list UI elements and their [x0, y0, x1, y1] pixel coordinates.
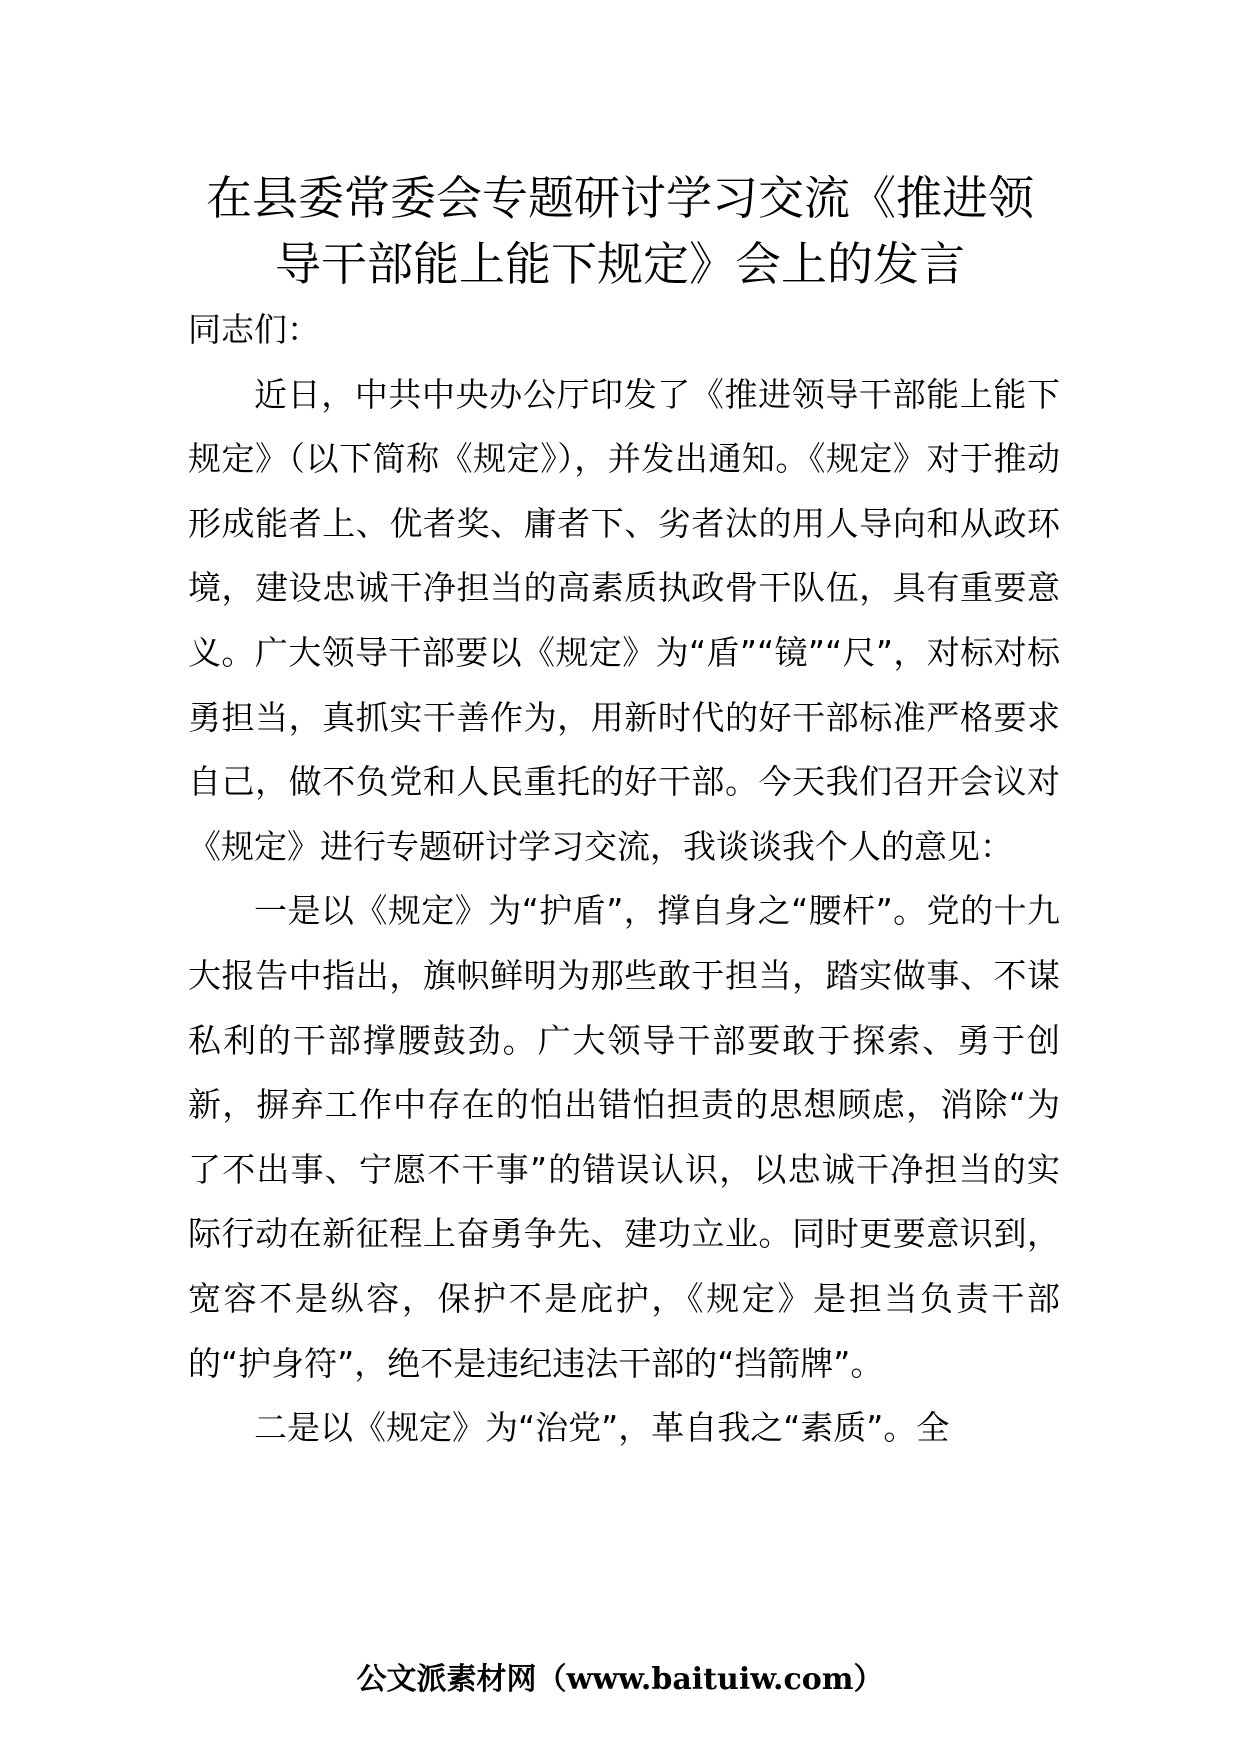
document-title [150, 165, 1090, 297]
paragraph-intro: 近日，中共中央办公厅印发了《推进领导干部能上能下规定》（以下简称《规定》），并发出通知。《规定》对于推动形成能者上、优者奖、庸者下、劣者汰的用人导向和从政环境，建设忠诚干净担当的高素质执政骨干队伍，具有重要意义。广大领导干部要以《规定》为“盾”“镜”“尺”，对标对标勇担当，真抓实干善作为，用新时代的好干部标准严格要求自己，做不负党和人民重托的好干部。今天我们召开会议对《规定》进行专题研讨学习交流，我谈谈我个人的意见： [188, 374, 1060, 866]
title-line-1: 在县委常委会专题研讨学习交流《推进领 [206, 171, 1034, 225]
source-watermark: 公文派素材网（www.baituiw.com） [356, 1662, 884, 1697]
salutation: 同志们： [188, 310, 320, 349]
document-body [188, 298, 1060, 1461]
title-line-2: 导干部能上能下规定》会上的发言 [275, 237, 965, 291]
paragraph-point-two: 二是以《规定》为“治党”，革自我之“素质”。全 [254, 1408, 950, 1448]
paragraph-point-one: 一是以《规定》为“护盾”，撑自身之“腰杆”。党的十九大报告中指出，旗帜鲜明为那些敢于担当，踏实做事、不谋私利的干部撑腰鼓劲。广大领导干部要敢于探索、勇于创新，摒弃工作中存在的怕出错怕担责的思想顾虑，消除“为了不出事、宁愿不干事”的错误认识，以忠诚干净担当的实际行动在新征程上奋勇争先、建功立业。同时更要意识到，宽容不是纵容，保护不是庇护，《规定》是担当负责干部的“护身符”，绝不是违纪违法干部的“挡箭牌”。 [188, 891, 1060, 1383]
